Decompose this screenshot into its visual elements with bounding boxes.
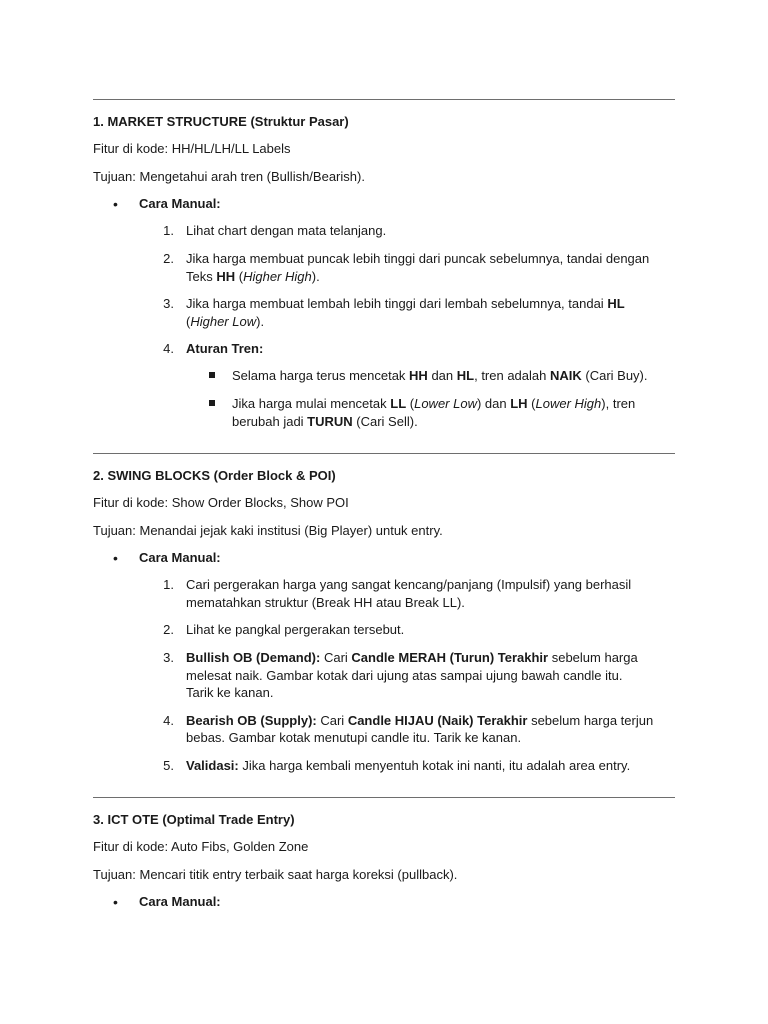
section-title: 3. ICT OTE (Optimal Trade Entry)	[93, 812, 295, 827]
text-run: HL	[456, 368, 475, 383]
text-run: Cari	[316, 713, 348, 728]
text-run: Lower Low	[414, 396, 477, 411]
step-text-line	[186, 712, 653, 730]
text-run: Cari pergerakan harga yang sangat kencang/panjang (Impulsif) yang berhasil	[186, 577, 632, 592]
text-run: Jika harga membuat puncak lebih tinggi dari puncak sebelumnya, tandai dengan	[186, 251, 650, 266]
text-run: TURUN	[307, 414, 353, 429]
bullet-dot: •	[113, 550, 118, 566]
text-run: (	[186, 314, 191, 329]
sub-bullet-text-line	[232, 413, 418, 431]
step-text-line	[186, 667, 622, 685]
text-run: Cari	[320, 650, 352, 665]
step-number: 3.	[163, 296, 174, 311]
text-run: (	[406, 396, 415, 411]
text-run: LL	[390, 396, 407, 411]
goal-line: Tujuan: Mengetahui arah tren (Bullish/Bearish).	[93, 169, 365, 184]
step-number: 4.	[163, 713, 174, 728]
text-run: Lihat ke pangkal pergerakan tersebut.	[186, 622, 405, 637]
sub-bullet-text-line	[232, 395, 635, 413]
text-run: LH	[510, 396, 528, 411]
bullet-dot: •	[113, 894, 118, 910]
step-text-line	[186, 250, 649, 268]
text-run: (Cari Sell).	[352, 414, 418, 429]
text-run: bebas. Gambar kotak menutupi candle itu. Tarik ke kanan.	[186, 730, 522, 745]
text-run: (Cari Buy).	[581, 368, 648, 383]
text-run: , tren adalah	[474, 368, 550, 383]
text-run: Jika harga kembali menyentuh kotak ini nanti, itu adalah area entry.	[238, 758, 631, 773]
text-run: dan	[427, 368, 457, 383]
square-bullet	[209, 372, 215, 378]
feature-line: Fitur di kode: HH/HL/LH/LL Labels	[93, 141, 291, 156]
text-run: Higher High	[243, 269, 312, 284]
text-run: Higher Low	[190, 314, 257, 329]
text-run: HH	[409, 368, 428, 383]
text-run: HL	[607, 296, 625, 311]
section-title: 2. SWING BLOCKS (Order Block & POI)	[93, 468, 336, 483]
text-run: Candle HIJAU (Naik) Terakhir	[347, 713, 528, 728]
text-run: (	[527, 396, 536, 411]
feature-line: Fitur di kode: Show Order Blocks, Show POI	[93, 495, 349, 510]
goal-line: Tujuan: Menandai jejak kaki institusi (Big Player) untuk entry.	[93, 523, 443, 538]
feature-line: Fitur di kode: Auto Fibs, Golden Zone	[93, 839, 309, 854]
bullet-dot: •	[113, 196, 118, 212]
step-text-line	[186, 621, 404, 639]
text-run: Jika harga membuat lembah lebih tinggi dari lembah sebelumnya, tandai	[186, 296, 608, 311]
goal-line: Tujuan: Mencari titik entry terbaik saat harga koreksi (pullback).	[93, 867, 458, 882]
text-run: Bearish OB (Supply):	[186, 713, 317, 728]
manual-method-label: Cara Manual:	[139, 196, 221, 211]
text-run: mematahkan struktur (Break HH atau Break LL).	[186, 595, 465, 610]
section-divider	[93, 99, 675, 100]
text-run: Validasi:	[186, 758, 239, 773]
step-text-line	[186, 649, 638, 667]
text-run: Teks	[186, 269, 217, 284]
text-run: HH	[216, 269, 236, 284]
section-divider	[93, 453, 675, 454]
step-text-line	[186, 222, 386, 240]
text-run: sebelum harga	[548, 650, 638, 665]
sub-bullet-text-line	[232, 367, 648, 385]
text-run: melesat naik. Gambar kotak dari ujung atas sampai ujung bawah candle itu.	[186, 668, 623, 683]
step-text-line	[186, 594, 465, 612]
step-text-line	[186, 268, 320, 286]
text-run: ).	[256, 314, 265, 329]
manual-method-label: Cara Manual:	[139, 550, 221, 565]
step-number: 5.	[163, 758, 174, 773]
text-run: Jika harga mulai mencetak	[232, 396, 391, 411]
text-run: Bullish OB (Demand):	[186, 650, 321, 665]
text-run: Lihat chart dengan mata telanjang.	[186, 223, 387, 238]
step-text-line	[186, 757, 630, 775]
step-number: 1.	[163, 577, 174, 592]
text-run: Tarik ke kanan.	[186, 685, 274, 700]
text-run: NAIK	[549, 368, 582, 383]
text-run: ) dan	[476, 396, 511, 411]
text-run: Aturan Tren:	[186, 341, 264, 356]
text-run: Candle MERAH (Turun) Terakhir	[351, 650, 549, 665]
text-run: sebelum harga terjun	[527, 713, 654, 728]
step-text-line	[186, 340, 263, 358]
section-title: 1. MARKET STRUCTURE (Struktur Pasar)	[93, 114, 349, 129]
step-text-line	[186, 576, 631, 594]
text-run: Selama harga terus mencetak	[232, 368, 410, 383]
text-run: ).	[311, 269, 320, 284]
step-number: 2.	[163, 622, 174, 637]
step-number: 2.	[163, 251, 174, 266]
step-number: 1.	[163, 223, 174, 238]
manual-method-label: Cara Manual:	[139, 894, 221, 909]
section-divider	[93, 797, 675, 798]
step-number: 3.	[163, 650, 174, 665]
text-run: (	[235, 269, 244, 284]
square-bullet	[209, 400, 215, 406]
step-text-line	[186, 313, 264, 331]
text-run: Lower High	[535, 396, 602, 411]
step-text-line	[186, 295, 625, 313]
step-text-line	[186, 729, 521, 747]
step-number: 4.	[163, 341, 174, 356]
text-run: berubah jadi	[232, 414, 308, 429]
text-run: ), tren	[601, 396, 636, 411]
step-text-line	[186, 684, 273, 702]
